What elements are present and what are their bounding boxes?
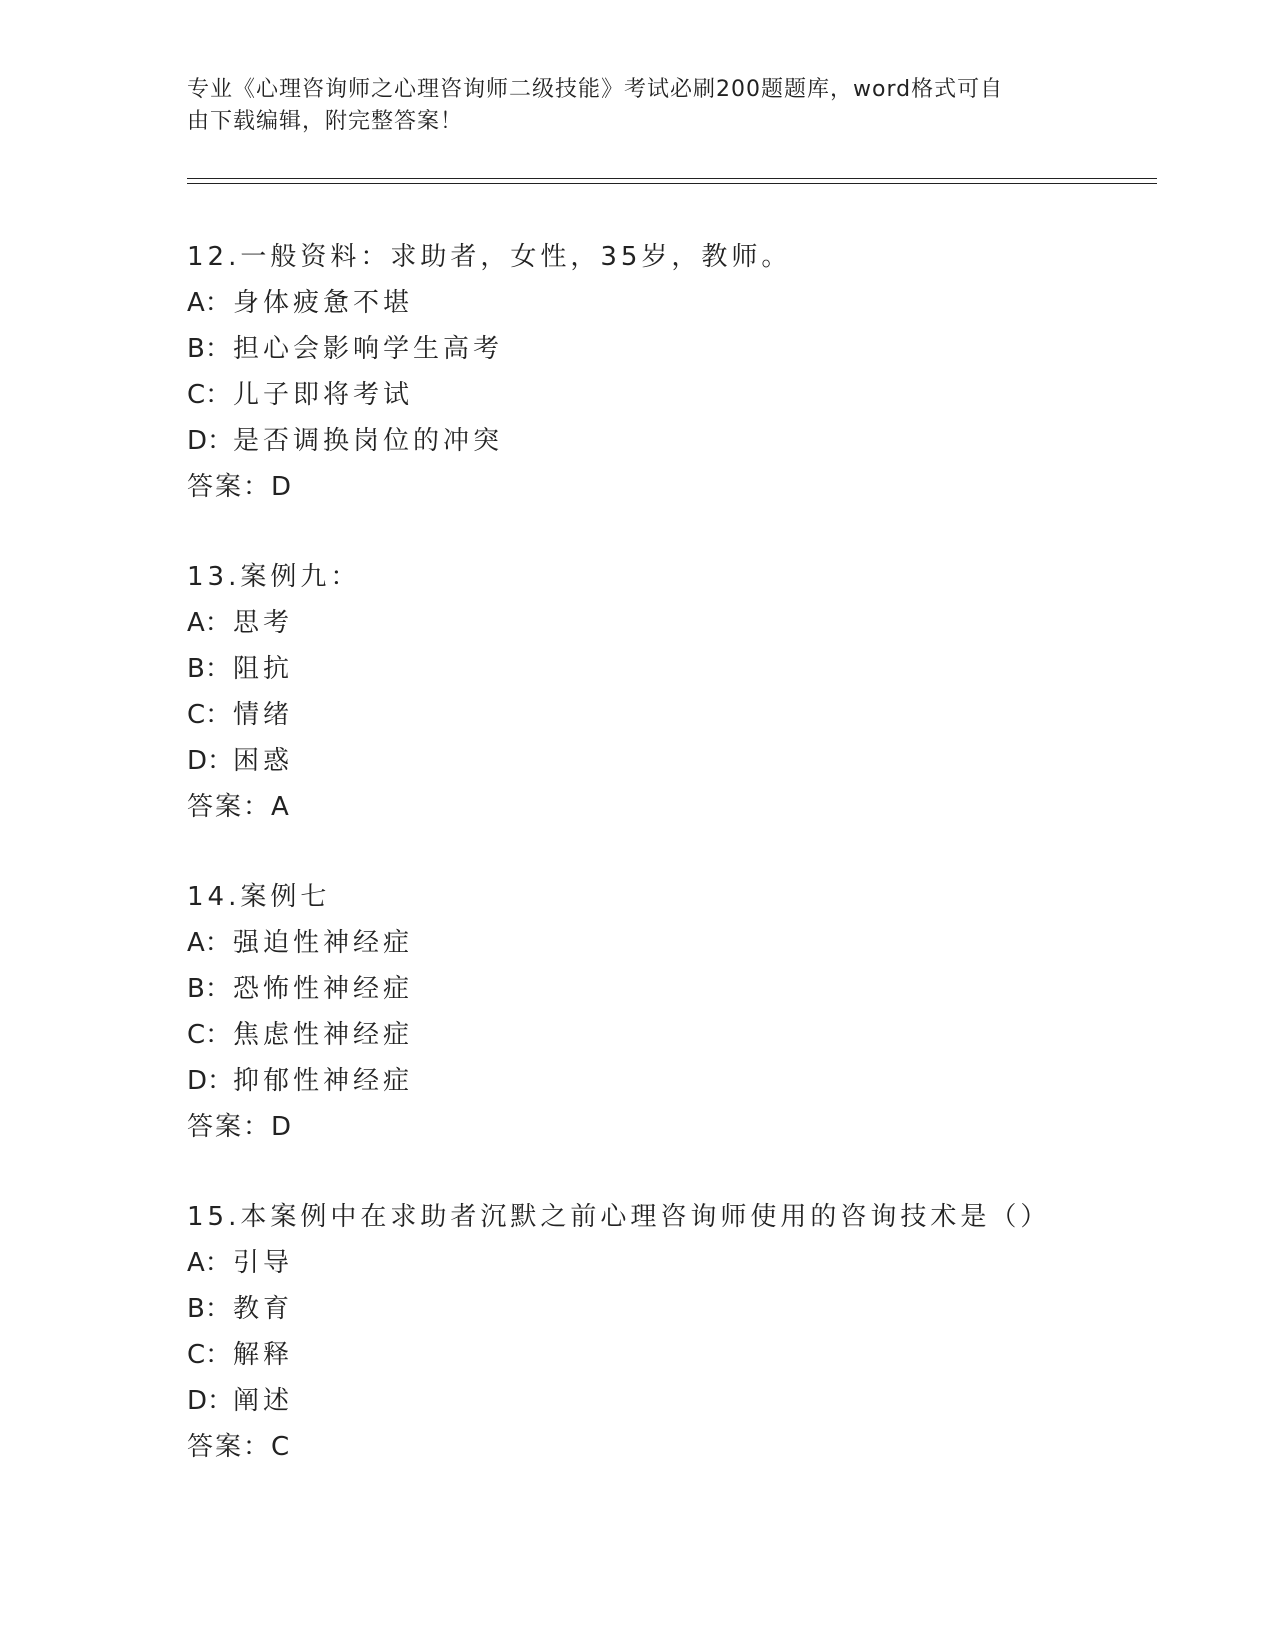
answer-line: 答案：D bbox=[187, 1112, 294, 1142]
option-letter: C： bbox=[187, 1020, 232, 1050]
option-b bbox=[187, 646, 1187, 692]
option-text: 思考 bbox=[233, 608, 294, 638]
answer-line: 答案：D bbox=[187, 472, 294, 502]
option-letter: D： bbox=[187, 1066, 234, 1096]
option-a bbox=[187, 920, 1187, 966]
option-b bbox=[187, 326, 1187, 372]
question-stem: 14.案例七 bbox=[187, 882, 331, 912]
question-14 bbox=[187, 874, 1187, 1150]
option-text: 引导 bbox=[233, 1248, 294, 1278]
option-letter: C： bbox=[187, 700, 232, 730]
option-letter: B： bbox=[187, 654, 231, 684]
option-c bbox=[187, 1012, 1187, 1058]
option-letter: C： bbox=[187, 1340, 232, 1370]
option-text: 解释 bbox=[233, 1340, 294, 1370]
option-c bbox=[187, 1332, 1187, 1378]
option-d bbox=[187, 1378, 1187, 1424]
option-a bbox=[187, 280, 1187, 326]
option-letter: A： bbox=[187, 608, 231, 638]
option-text: 儿子即将考试 bbox=[233, 380, 414, 410]
option-b bbox=[187, 966, 1187, 1012]
header-line-1: 专业《心理咨询师之心理咨询师二级技能》考试必刷200题题库，word格式可自 bbox=[187, 77, 1004, 102]
option-c bbox=[187, 692, 1187, 738]
option-d bbox=[187, 1058, 1187, 1104]
option-letter: D： bbox=[187, 746, 234, 776]
question-stem: 13.案例九： bbox=[187, 562, 361, 592]
document-header bbox=[187, 74, 1087, 138]
option-letter: C： bbox=[187, 380, 232, 410]
option-a bbox=[187, 600, 1187, 646]
option-letter: A： bbox=[187, 928, 231, 958]
option-d bbox=[187, 738, 1187, 784]
header-divider-top bbox=[187, 178, 1157, 179]
option-c bbox=[187, 372, 1187, 418]
option-text: 困惑 bbox=[233, 746, 294, 776]
option-a bbox=[187, 1240, 1187, 1286]
option-text: 阐述 bbox=[233, 1386, 294, 1416]
option-text: 抑郁性神经症 bbox=[233, 1066, 414, 1096]
option-d bbox=[187, 418, 1187, 464]
question-13 bbox=[187, 554, 1187, 830]
option-letter: B： bbox=[187, 334, 231, 364]
option-text: 教育 bbox=[233, 1294, 294, 1324]
option-text: 是否调换岗位的冲突 bbox=[233, 426, 504, 456]
question-stem: 15.本案例中在求助者沉默之前心理咨询师使用的咨询技术是（） bbox=[187, 1202, 1051, 1232]
question-12 bbox=[187, 234, 1187, 510]
option-text: 恐怖性神经症 bbox=[233, 974, 414, 1004]
answer-line: 答案：C bbox=[187, 1432, 292, 1462]
option-letter: B： bbox=[187, 1294, 231, 1324]
option-b bbox=[187, 1286, 1187, 1332]
option-text: 情绪 bbox=[233, 700, 294, 730]
option-letter: D： bbox=[187, 1386, 234, 1416]
question-15 bbox=[187, 1194, 1187, 1470]
answer-line: 答案：A bbox=[187, 792, 291, 822]
option-letter: A： bbox=[187, 1248, 231, 1278]
option-text: 阻抗 bbox=[233, 654, 294, 684]
option-text: 担心会影响学生高考 bbox=[233, 334, 504, 364]
option-text: 身体疲惫不堪 bbox=[233, 288, 414, 318]
option-letter: D： bbox=[187, 426, 234, 456]
header-line-2: 由下载编辑，附完整答案！ bbox=[187, 109, 464, 134]
option-text: 强迫性神经症 bbox=[233, 928, 414, 958]
option-text: 焦虑性神经症 bbox=[233, 1020, 414, 1050]
header-divider-bottom bbox=[187, 183, 1157, 184]
option-letter: B： bbox=[187, 974, 231, 1004]
question-stem: 12.一般资料：求助者，女性，35岁，教师。 bbox=[187, 242, 792, 272]
option-letter: A： bbox=[187, 288, 231, 318]
